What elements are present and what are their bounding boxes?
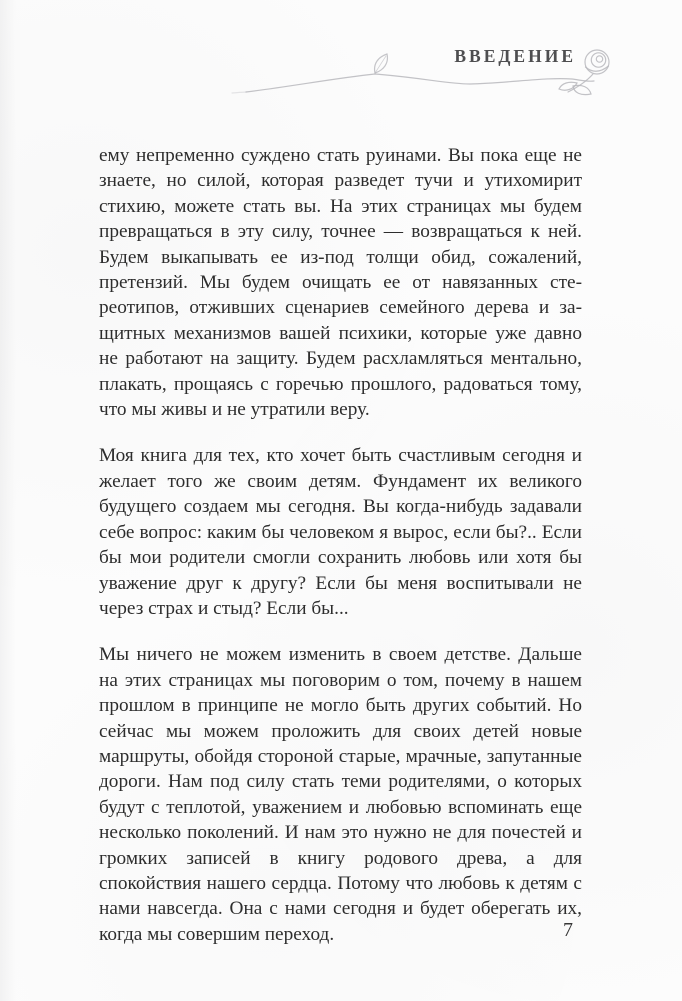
leaf-icon [375,54,388,73]
vine-flourish-icon [228,40,648,118]
paragraph: ему непременно суждено стать руинами. Вы пока еще не знаете, но силой, которая разведет тучи и утихомирит стихию, можете стать вы. На этих страницах мы будем превращаться в эту силу, точнее — возвращаться к ней. Будем выкапывать ее из-под толщи обид, сожалений, претензий. Мы будем очищать ее от навязанных стереотипов, отживших сценариев семейного дерева и защитных механизмов вашей психики, которые уже давно не работают на защиту. Будем расхламляться ментально, плакать, прощаясь с горечью прошлого, радоваться тому, что мы живы и не утратили веру. [99,145,582,421]
paragraph: Моя книга для тех, кто хочет быть счастливым сегодня и желает того же своим детям. Фундамент их великого будущего создаем мы сегодня. Вы когда-нибудь задавали себе вопрос: каким бы человеком я вырос, если бы?.. Если бы мои родители смогли сохранить любовь или хотя бы уважение друг к другу? Если бы меня воспитывали не через страх и стыд? Если бы... [99,445,582,619]
rose-sketch-icon [559,50,609,95]
chapter-title: ВВЕДЕНИЕ [454,46,576,66]
paragraph: Мы ничего не можем изменить в своем детстве. Дальше на этих страницах мы поговорим о том, почему в нашем прошлом в принципе не могло быть других событий. Но сейчас мы можем проложить для своих детей новые маршруты, обойдя стороной старые, мрачные, запутанные дороги. Нам под силу стать теми родителями, о которых будут с теплотой, уважением и любовью вспоминать еще несколько поколений. И нам это нужно не для почестей и громких записей в книгу родового древа, а для спокойствия нашего сердца. Потому что любовь к детям с нами навсегда. Она с нами сегодня и будет оберегать их, когда мы совершим переход. [99,644,582,945]
page-body [99,143,582,968]
vine-line [232,74,594,93]
page-number: 7 [563,919,573,941]
